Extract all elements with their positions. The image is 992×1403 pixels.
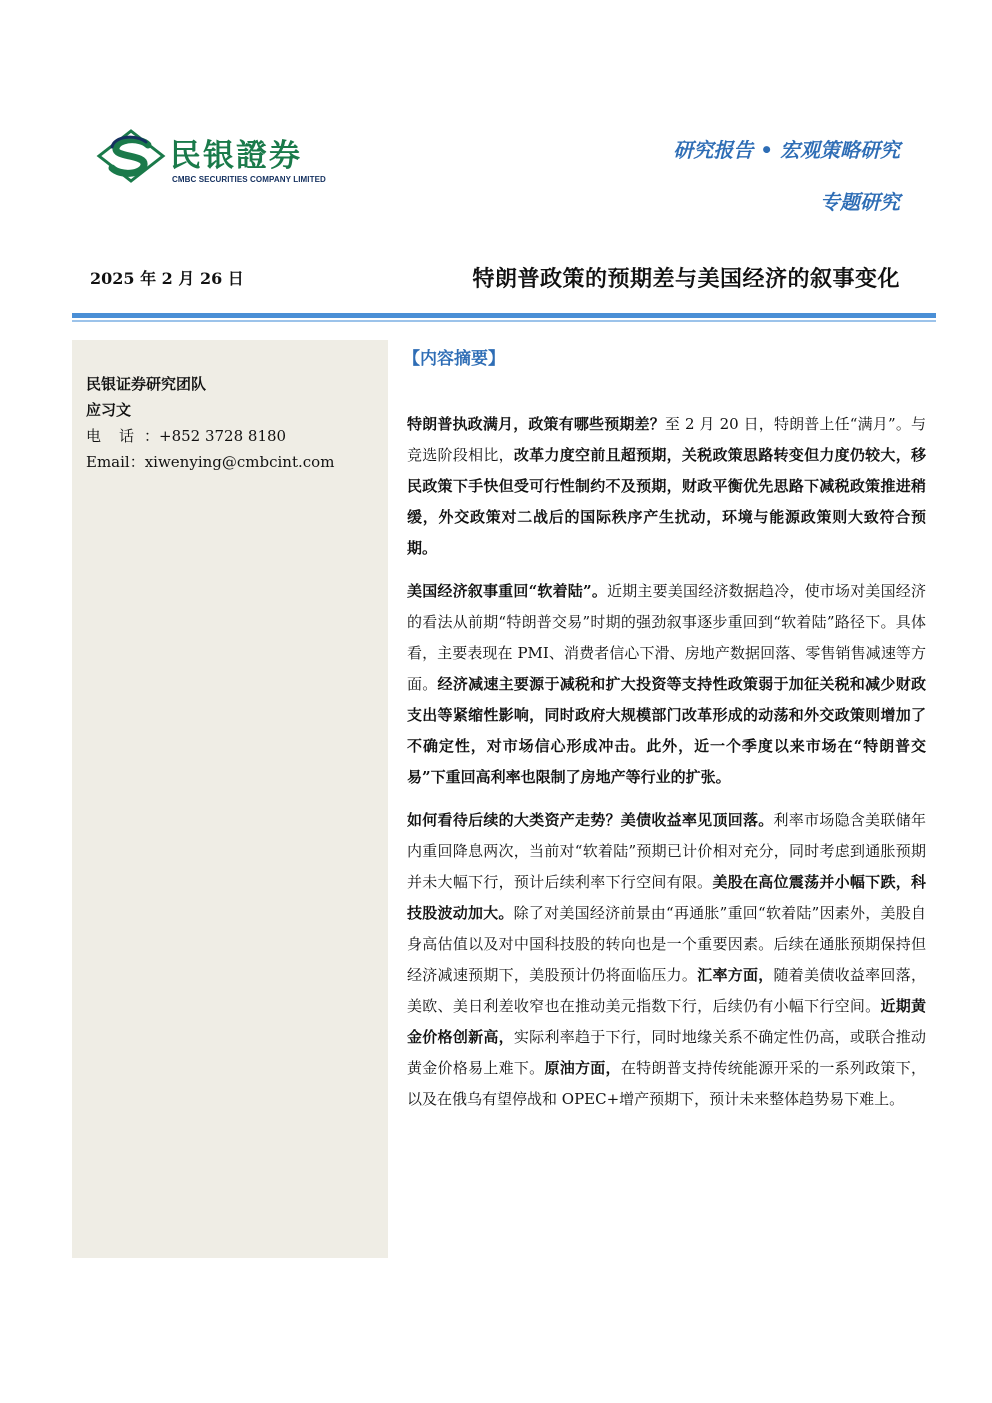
emphasis-run: 美股在高位震荡并小幅下跌，科技股波动加大。 [407,873,926,922]
emphasis-run: 如何看待后续的大类资产走势？美债收益率见顶回落。 [407,811,774,829]
research-team: 民银证券研究团队 [86,375,207,393]
report-subtype: 专题研究 [820,190,900,214]
summary-paragraph [407,409,926,564]
text-run: 在特朗普支持传统能源开采的一系列政策下，以及在俄乌有望停战和 OPEC+增产预期下，预计未来整体趋势易下难上。 [407,1059,926,1108]
header-divider [72,313,936,318]
phone-line [86,423,334,449]
phone-number[interactable]: ：+852 3728 8180 [144,427,287,445]
logo-chinese-name: 民银證券 [170,138,302,174]
text-run: 至 2 月 20 日，特朗普上任“满月”。与竞选阶段相比， [407,415,926,464]
summary-paragraph [407,576,926,793]
emphasis-run: 美国经济叙事重回“软着陆”。 [407,582,608,600]
company-logo [96,128,346,188]
phone-label: 电话 [86,427,153,445]
report-title: 特朗普政策的预期差与美国经济的叙事变化 [472,266,900,292]
email-line[interactable]: Email：xiwenying@cmbcint.com [86,453,335,471]
summary-heading: 【内容摘要】 [403,349,505,369]
logo-mark-icon [96,128,166,184]
summary-paragraph [407,805,926,1115]
report-date: 2025 年 2 月 26 日 [90,269,244,288]
author-name: 应习文 [86,401,132,419]
emphasis-run: 经济减速主要源于减税和扩大投资等支持性政策弱于加征关税和减少财政支出等紧缩性影响，同时政府大规模部门改革形成的动荡和外交政策则增加了不确定性，对市场信心形成冲击。此外，近一个季度以来市场在“特朗普交易”下重回高利率也限制了房地产等行业的扩张。 [407,675,926,786]
text-run: 利率市场隐含美联储年内重回降息两次，当前对“软着陆”预期已计价相对充分，同时考虑到通胀预期并未大幅下行，预计后续利率下行空间有限。 [407,811,926,891]
logo-english-name: CMBC SECURITIES COMPANY LIMITED [172,175,326,184]
emphasis-run: 汇率方面， [697,966,774,984]
summary-section [403,344,926,1127]
text-run: 随着美债收益率回落，美欧、美日利差收窄也在推动美元指数下行，后续仍有小幅下行空间。 [407,966,926,1015]
emphasis-run: 近期黄金价格创新高， [407,997,926,1046]
header-divider-thin [72,320,936,322]
text-run: 除了对美国经济前景由“再通胀”重回“软着陆”因素外，美股自身高估值以及对中国科技股的转向也是一个重要因素。后续在通胀预期保持但经济减速预期下，美股预计仍将面临压力。 [407,904,926,984]
text-run: 近期主要美国经济数据趋冷，使市场对美国经济的看法从前期“特朗普交易”时期的强劲叙事逐步重回到“软着陆”路径下。具体看，主要表现在 PMI、消费者信心下滑、房地产数据回落、零售销售减速等方面。 [407,582,926,693]
emphasis-run: 改革力度空前且超预期，关税政策思路转变但力度仍较大，移民政策下手快但受可行性制约不及预期，财政平衡优先思路下减税政策推进稍缓，外交政策对二战后的国际秩序产生扰动，环境与能源政策则大致符合预期。 [407,446,926,557]
report-type: 研究报告 • 宏观策略研究 [673,138,900,162]
emphasis-run: 特朗普执政满月，政策有哪些预期差？ [407,415,665,433]
author-sidebar [72,340,388,1258]
text-run: 实际利率趋于下行，同时地缘关系不确定性仍高，或联合推动黄金价格易上难下。 [407,1028,926,1077]
emphasis-run: 原油方面， [544,1059,621,1077]
